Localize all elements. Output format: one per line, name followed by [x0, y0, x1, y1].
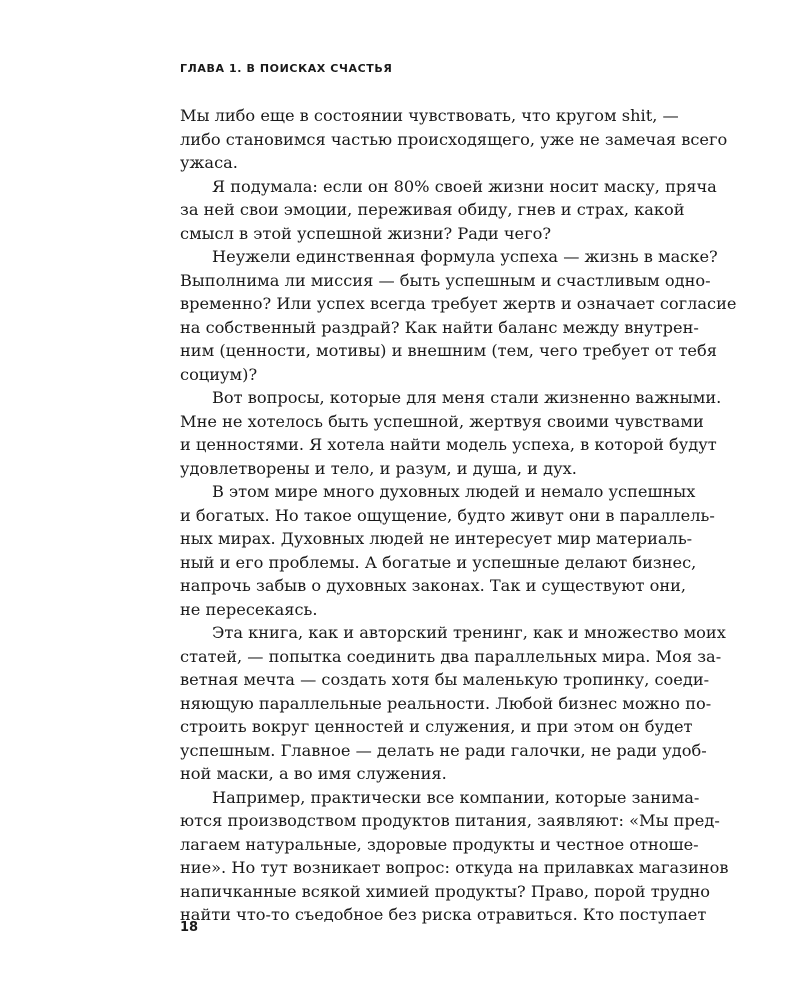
text-line: Мы либо еще в состоянии чувствовать, что кругом shit, —: [180, 106, 679, 125]
paragraph: [180, 480, 715, 621]
text-line: найти что-то съедобное без риска отравиться. Кто поступает: [180, 905, 707, 924]
text-line: ных мирах. Духовных людей не интересует мир материаль-: [180, 529, 693, 548]
paragraph: [180, 104, 728, 175]
text-line: Вот вопросы, которые для меня стали жизненно важными.: [212, 388, 722, 407]
text-line: ветная мечта — создать хотя бы маленькую тропинку, соеди-: [180, 670, 710, 689]
running-header: ГЛАВА 1. В ПОИСКАХ СЧАСТЬЯ: [180, 62, 393, 75]
text-line: смысл в этой успешной жизни? Ради чего?: [180, 223, 552, 243]
text-line: социум)?: [180, 364, 258, 384]
text-line: няющую параллельные реальности. Любой бизнес можно по-: [180, 693, 712, 713]
text-line: удовлетворены и тело, и разум, и душа, и дух.: [180, 458, 577, 478]
text-line: ужаса.: [180, 153, 238, 172]
text-line: строить вокруг ценностей и служения, и при этом он будет: [180, 717, 693, 736]
text-line: напрочь забыв о духовных законах. Так и существуют они,: [180, 576, 687, 595]
paragraph: [180, 245, 737, 386]
text-line: Выполнима ли миссия — быть успешным и счастливым одно-: [180, 270, 711, 290]
text-line: напичканные всякой химией продукты? Право, порой трудно: [180, 881, 711, 901]
paragraph: [180, 386, 722, 480]
text-line: и ценностями. Я хотела найти модель успеха, в которой будут: [180, 435, 717, 454]
text-line: Мне не хотелось быть успешной, жертвуя своими чувствами: [180, 411, 704, 431]
text-line: либо становимся частью происходящего, уже не замечая всего: [180, 129, 728, 149]
text-line: ной маски, а во имя служения.: [180, 764, 447, 783]
paragraph: [180, 175, 717, 246]
text-line: успешным. Главное — делать не ради галочки, не ради удоб-: [180, 740, 707, 760]
text-line: лагаем натуральные, здоровые продукты и честное отноше-: [180, 834, 699, 854]
text-line: ются производством продуктов питания, заявляют: «Мы пред-: [180, 811, 720, 830]
paragraph: [180, 786, 729, 927]
text-line: временно? Или успех всегда требует жертв и означает согласие: [180, 294, 737, 313]
text-line: Например, практически все компании, которые занима-: [212, 787, 700, 807]
text-line: В этом мире много духовных людей и немало успешных: [212, 482, 696, 501]
text-line: Неужели единственная формула успеха — жизнь в маске?: [212, 247, 718, 266]
text-line: на собственный раздрай? Как найти баланс между внутрен-: [180, 317, 699, 337]
text-line: Эта книга, как и авторский тренинг, как и множество моих: [212, 623, 726, 642]
text-line: статей, — попытка соединить два параллельных мира. Моя за-: [180, 646, 722, 666]
text-line: и богатых. Но такое ощущение, будто живут они в параллель-: [180, 505, 715, 525]
page-number: 18: [180, 920, 199, 935]
text-line: ние». Но тут возникает вопрос: откуда на прилавках магазинов: [180, 858, 729, 877]
text-line: ним (ценности, мотивы) и внешним (тем, чего требует от тебя: [180, 341, 717, 360]
text-line: за ней свои эмоции, переживая обиду, гнев и страх, какой: [180, 200, 685, 219]
text-line: не пересекаясь.: [180, 599, 318, 619]
text-line: ный и его проблемы. А богатые и успешные делают бизнес,: [180, 552, 697, 572]
paragraph: [180, 621, 726, 786]
body-text: [180, 104, 737, 927]
text-line: Я подумала: если он 80% своей жизни носит маску, пряча: [212, 176, 717, 196]
